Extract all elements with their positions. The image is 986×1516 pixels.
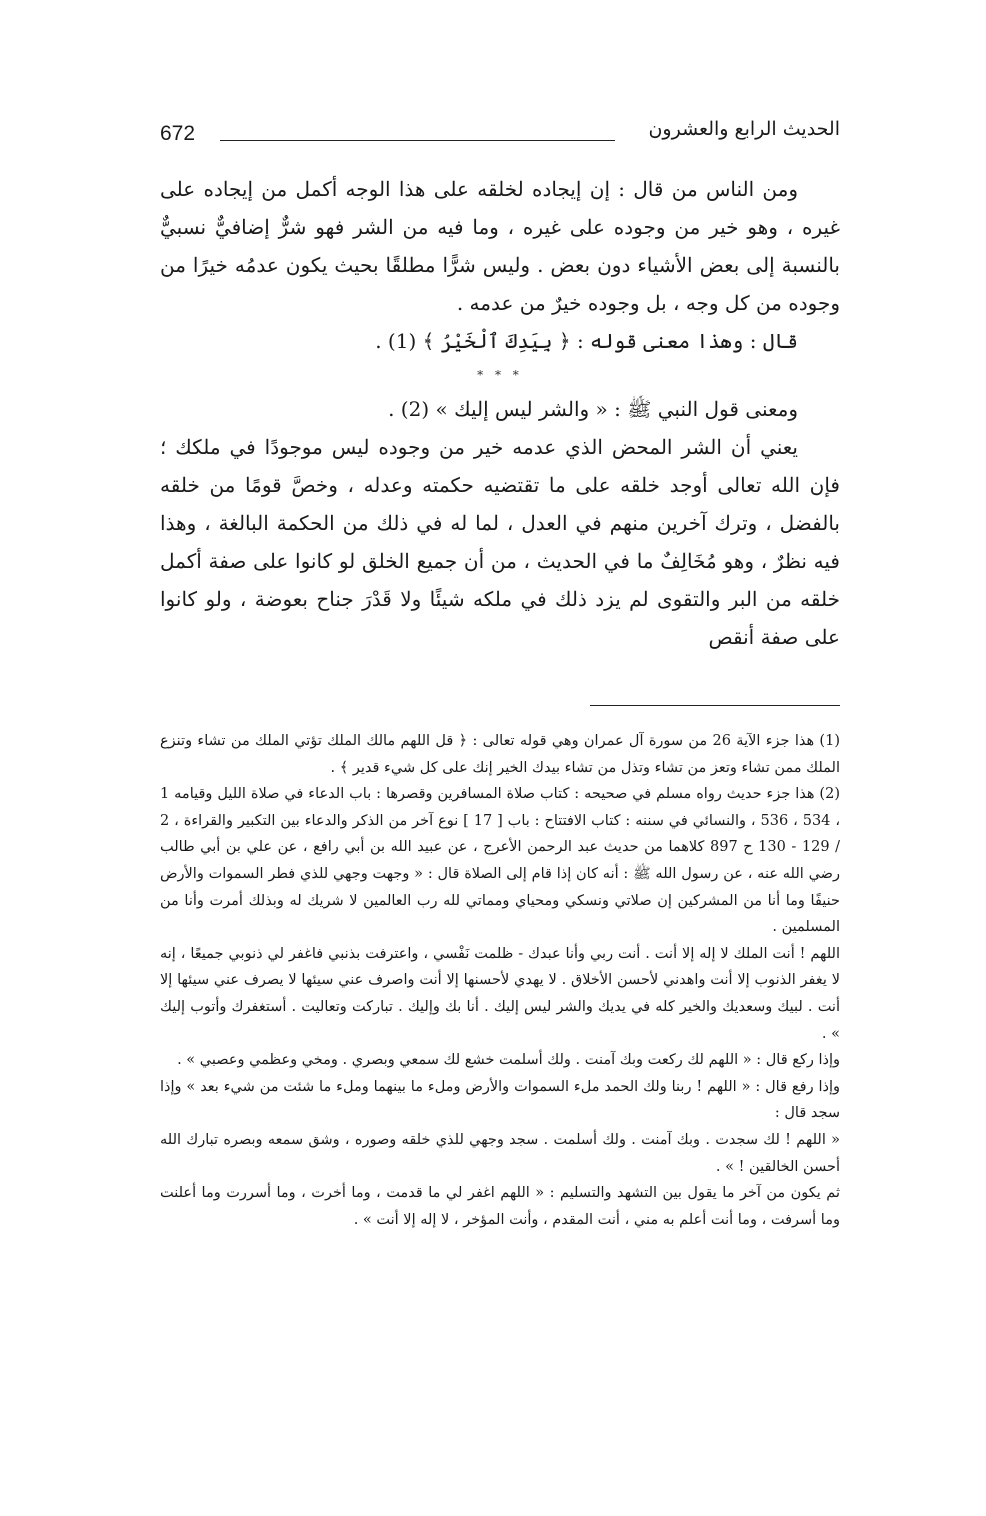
- footnote-2-ruku: وإذا ركع قال : « اللهم لك ركعت وبك آمنت . ولك أسلمت خشع لك سمعي وبصري . ومخي وعظمي وعصبي » .: [177, 1052, 840, 1069]
- paragraph-3: ومعنى قول النبي ﷺ : « والشر ليس إليك » (2) .: [388, 397, 798, 421]
- page-number: 672: [160, 122, 196, 145]
- footnote-2-continued: اللهم ! أنت الملك لا إله إلا أنت . أنت ربي وأنا عبدك - ظلمت نَفْسي ، واعترفت بذنبي فاغفر لي ذنوبي جميعًا ، إنه لا يغفر الذنوب إلا أنت واهدني لأحسن الأخلاق . لا يهدي لأحسنها إلا أنت واصرف عني سيئها لا يصرف عني سيئها إلا أنت . لبيك وسعديك والخير كله في يديك والشر ليس إليك . أنا بك وإليك . تباركت وتعاليت . أستغفرك وأتوب إليك » .: [160, 945, 840, 1042]
- footnote-2-rising: وإذا رفع قال : « اللهم ! ربنا ولك الحمد ملء السموات والأرض وملء ما بينهما وملء ما شئت من شيء بعد » وإذا سجد قال :: [160, 1078, 840, 1122]
- paragraph-2: قال : وهذا معنى قوله : ﴿ بِيَدِكَ ٱلْخَيْرُ ﴾ (1) .: [375, 329, 798, 353]
- footnotes: [160, 728, 840, 1233]
- chapter-title: الحديث الرابع والعشرون: [648, 118, 840, 140]
- running-header: [160, 118, 840, 152]
- footnote-2-sujud: « اللهم ! لك سجدت . وبك آمنت . ولك أسلمت . سجد وجهي للذي خلقه وصوره ، وشق سمعه وبصره تبارك الله أحسن الخالقين ! » .: [160, 1131, 840, 1175]
- footnote-rule: [590, 705, 840, 706]
- footnote-1: (1) هذا جزء الآية 26 من سورة آل عمران وهي قوله تعالى : ﴿ قل اللهم مالك الملك تؤتي الملك من تشاء وتنزع الملك ممن تشاء وتعز من تشاء وتذل من تشاء بيدك الخير إنك على كل شيء قدير ﴾ .: [160, 733, 840, 776]
- footnote-2: (2) هذا جزء حديث رواه مسلم في صحيحه : كتاب صلاة المسافرين وقصرها : باب الدعاء في صلاة الليل وقيامه 1 ، 534 ، 536 ، والنسائي في سننه : كتاب الافتتاح : باب [ 17 ] نوع آخر من الذكر والدعاء بين التكبير والقراءة ، 2 / 129 - 130 ح 897 كلاهما من حديث عبد الرحمن الأعرج ، عن عبيد الله بن أبي رافع ، عن علي بن أبي طالب رضي الله عنه ، عن رسول الله ﷺ : أنه كان إذا قام إلى الصلاة قال : « وجهت وجهي للذي فطر السموات والأرض حنيفًا وما أنا من المشركين إن صلاتي ونسكي ومحياي ومماتي لله رب العالمين لا شريك له وبذلك أمرت وأنا من المسلمين .: [160, 786, 841, 936]
- main-text: [160, 170, 840, 656]
- paragraph-1: ومن الناس من قال : إن إيجاده لخلقه على هذا الوجه أكمل من إيجاده على غيره ، وهو خير من وجوده على غيره ، وما فيه من الشر فهو شرٌّ إضافيٌّ نسبيٌّ بالنسبة إلى بعض الأشياء دون بعض . وليس شرًّا مطلقًا بحيث يكون عدمُه خيرًا من وجوده من كل وجه ، بل وجوده خيرٌ من عدمه .: [160, 177, 840, 315]
- section-separator: * * *: [477, 368, 523, 382]
- footnote-2-closing: ثم يكون من آخر ما يقول بين التشهد والتسليم : « اللهم اغفر لي ما قدمت ، وما أخرت ، وما أسررت وما أعلنت وما أسرفت ، وما أنت أعلم به مني ، أنت المقدم ، وأنت المؤخر ، لا إله إلا أنت » .: [160, 1185, 840, 1228]
- paragraph-4: يعني أن الشر المحض الذي عدمه خير من وجوده ليس موجودًا في ملكك ؛ فإن الله تعالى أوجد خلقه على ما تقتضيه حكمته وعدله ، وخصَّ قومًا من خلقه بالفضل ، وترك آخرين منهم في العدل ، لما له في ذلك من الحكمة البالغة ، وهذا فيه نظرٌ ، وهو مُخَالِفٌ ما في الحديث ، من أن جميع الخلق لو كانوا على صفة أكمل خلقه من البر والتقوى لم يزد ذلك في ملكه شيئًا ولا قَدْرَ جناح بعوضة ، ولو كانوا على صفة أنقص: [160, 435, 840, 649]
- header-rule: [220, 140, 615, 141]
